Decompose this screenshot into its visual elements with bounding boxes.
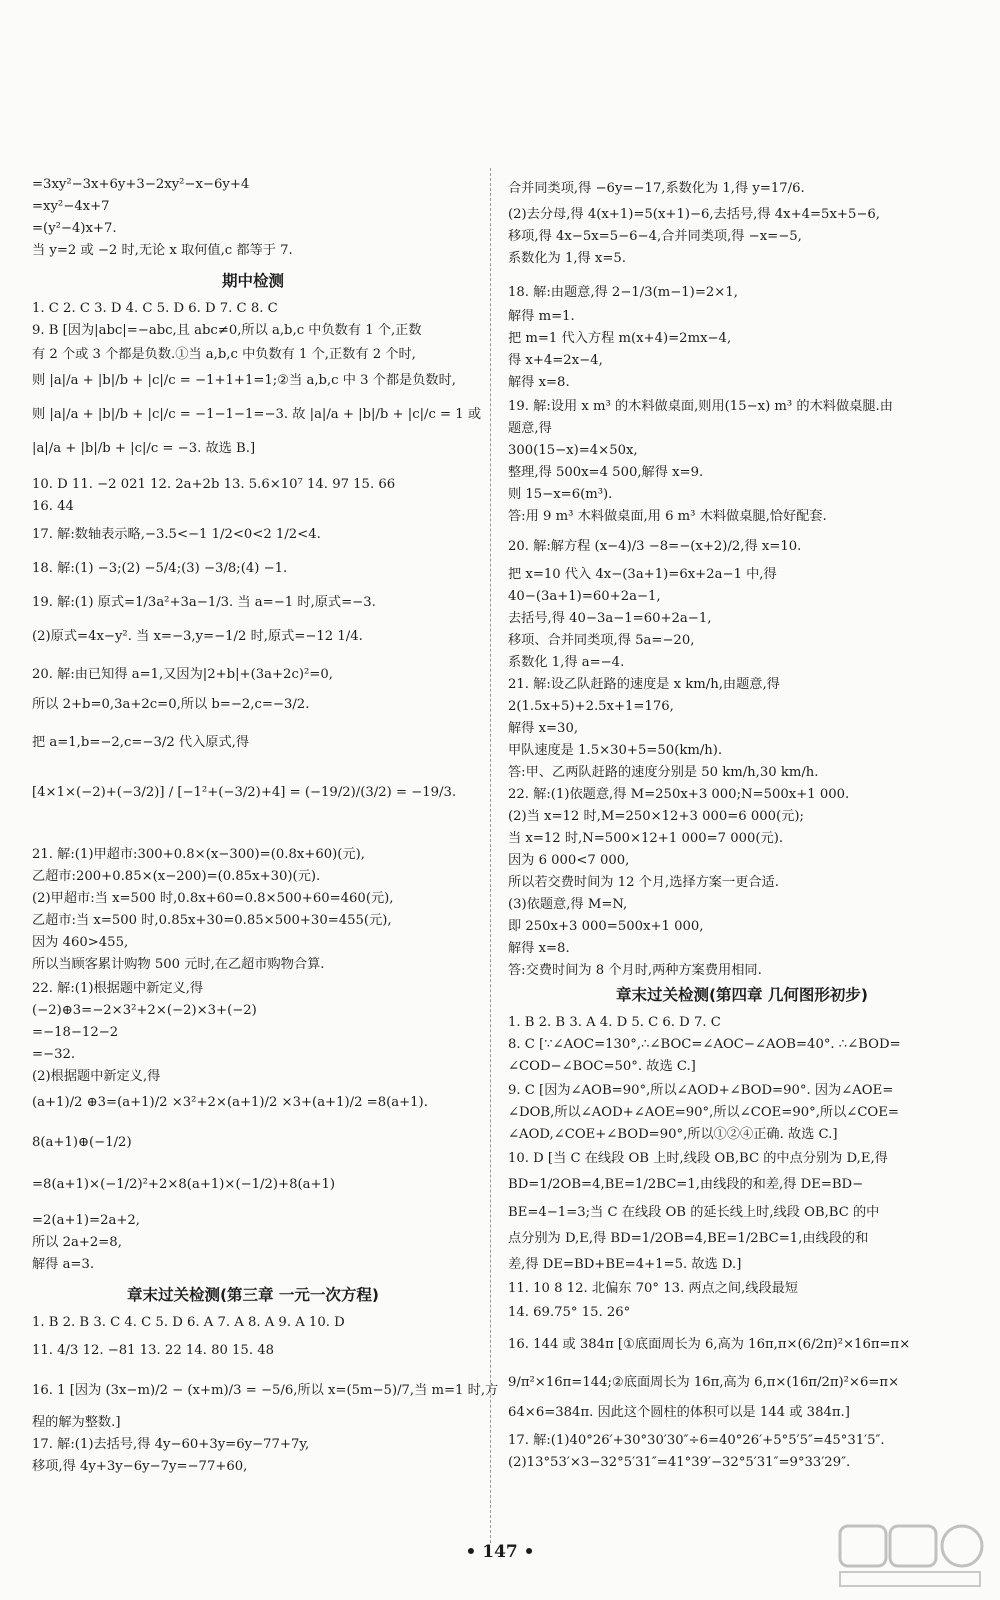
- answer-line: (3)依题意,得 M=N,: [508, 897, 628, 912]
- answer-line: 8(a+1)⊕(−1/2): [32, 1135, 132, 1150]
- answer-line: 18. 解:(1) −3;(2) −5/4;(3) −3/8;(4) −1.: [32, 561, 288, 576]
- answer-line: BD=1/2OB=4,BE=1/2BC=1,由线段的和差,得 DE=BD−: [508, 1177, 864, 1192]
- answer-line: 则 15−x=6(m³).: [508, 487, 613, 502]
- answer-line: (2)当 x=12 时,M=250×12+3 000=6 000(元);: [508, 809, 804, 824]
- section-title: 章末过关检测(第四章 几何图形初步): [615, 986, 869, 1004]
- answer-line: 有 2 个或 3 个都是负数.①当 a,b,c 中负数有 1 个,正数有 2 个时,: [32, 347, 416, 362]
- answer-line: 9/π²×16π=144;②底面周长为 16π,高为 6,π×(16π/2π)²×6=π×: [508, 1375, 900, 1390]
- answer-line: 因为 6 000<7 000,: [508, 853, 630, 868]
- answer-line: =xy²−4x+7: [32, 199, 110, 214]
- answer-line: 则 |a|/a + |b|/b + |c|/c = −1−1−1=−3. 故 |a|/a + |b|/b + |c|/c = 1 或: [32, 407, 482, 422]
- answer-line: ∠DOB,所以∠AOD+∠AOE=90°,所以∠COE=90°,所以∠COE=: [508, 1105, 899, 1120]
- answer-line: 22. 解:(1)根据题中新定义,得: [32, 981, 204, 996]
- answer-line: 程的解为整数.]: [32, 1415, 121, 1430]
- answer-line: 21. 解:设乙队赶路的速度是 x km/h,由题意,得: [508, 677, 780, 692]
- answer-line: 21. 解:(1)甲超市:300+0.8×(x−300)=(0.8x+60)(元),: [32, 847, 365, 862]
- answer-line: 当 y=2 或 −2 时,无论 x 取何值,c 都等于 7.: [32, 243, 293, 258]
- answer-line: (2)13°53′×3−32°5′31″=41°39′−32°5′31″=9°33′29″.: [508, 1455, 851, 1470]
- answer-line: (2)去分母,得 4(x+1)=5(x+1)−6,去括号,得 4x+4=5x+5−6,: [508, 207, 880, 222]
- answer-line: 300(15−x)=4×50x,: [508, 443, 638, 458]
- answer-line: 1. B 2. B 3. A 4. D 5. C 6. D 7. C: [508, 1015, 721, 1030]
- answer-line: (2)根据题中新定义,得: [32, 1069, 161, 1084]
- answer-line: 所以若交费时间为 12 个月,选择方案一更合适.: [508, 875, 779, 890]
- answer-line: =(y²−4)x+7.: [32, 221, 117, 236]
- answer-line: 19. 解:设用 x m³ 的木料做桌面,则用(15−x) m³ 的木料做桌腿.由: [508, 399, 893, 414]
- answer-line: ∠AOD,∠COE+∠BOD=90°,所以①②④正确. 故选 C.]: [508, 1127, 838, 1142]
- answer-line: 系数化为 1,得 x=5.: [508, 251, 626, 266]
- answer-line: 则 |a|/a + |b|/b + |c|/c = −1+1+1=1;②当 a,b,c 中 3 个都是负数时,: [32, 373, 456, 388]
- answer-line: 解得 x=30,: [508, 721, 579, 736]
- answer-line: =2(a+1)=2a+2,: [32, 1213, 140, 1228]
- answer-line: 17. 解:(1)40°26′+30°30′30″÷6=40°26′+5°5′5″=45°31′5″.: [508, 1433, 885, 1448]
- answer-line: 11. 4/3 12. −81 13. 22 14. 80 15. 48: [32, 1343, 274, 1358]
- section-title: 章末过关检测(第三章 一元一次方程): [126, 1286, 380, 1304]
- answer-line: 17. 解:数轴表示略,−3.5<−1 1/2<0<2 1/2<4.: [32, 527, 321, 542]
- answer-line: 系数化 1,得 a=−4.: [508, 655, 625, 670]
- answer-line: 得 x+4=2x−4,: [508, 353, 603, 368]
- answer-line: =−18−12−2: [32, 1025, 119, 1040]
- answer-line: 所以 2+b=0,3a+2c=0,所以 b=−2,c=−3/2.: [32, 697, 310, 712]
- answer-line: 当 x=12 时,N=500×12+1 000=7 000(元).: [508, 831, 784, 846]
- answer-line: 合并同类项,得 −6y=−17,系数化为 1,得 y=17/6.: [508, 181, 805, 196]
- answer-line: 把 a=1,b=−2,c=−3/2 代入原式,得: [32, 735, 250, 750]
- answer-line: =3xy²−3x+6y+3−2xy²−x−6y+4: [32, 177, 250, 192]
- answer-line: (−2)⊕3=−2×3²+2×(−2)×3+(−2): [32, 1003, 257, 1018]
- answer-line: 解得 x=8.: [508, 375, 570, 390]
- answer-line: 9. C [因为∠AOB=90°,所以∠AOD+∠BOD=90°. 因为∠AOE=: [508, 1083, 894, 1098]
- watermark-logo: [836, 1520, 986, 1590]
- answer-line: |a|/a + |b|/b + |c|/c = −3. 故选 B.]: [32, 441, 256, 456]
- answer-line: 2(1.5x+5)+2.5x+1=176,: [508, 699, 674, 714]
- answer-line: 答:甲、乙两队赶路的速度分别是 50 km/h,30 km/h.: [508, 765, 819, 780]
- answer-line: 去括号,得 40−3a−1=60+2a−1,: [508, 611, 712, 626]
- answer-line: 17. 解:(1)去括号,得 4y−60+3y=6y−77+7y,: [32, 1437, 310, 1452]
- answer-line: 把 m=1 代入方程 m(x+4)=2mx−4,: [508, 331, 732, 346]
- answer-line: ∠COD−∠BOC=50°. 故选 C.]: [508, 1059, 696, 1074]
- answer-line: 40−(3a+1)=60+2a−1,: [508, 589, 661, 604]
- answer-line: 11. 10 8 12. 北偏东 70° 13. 两点之间,线段最短: [508, 1281, 799, 1296]
- answer-line: 乙超市:当 x=500 时,0.85x+30=0.85×500+30=455(元),: [32, 913, 392, 928]
- answer-line: 20. 解:解方程 (x−4)/3 −8=−(x+2)/2,得 x=10.: [508, 539, 802, 554]
- answer-line: =−32.: [32, 1047, 76, 1062]
- answer-line: 8. C [∵∠AOC=130°,∴∠BOC=∠AOC−∠AOB=40°. ∴∠BOD=: [508, 1037, 901, 1052]
- answer-line: 解得 a=3.: [32, 1257, 95, 1272]
- answer-line: 所以当顾客累计购物 500 元时,在乙超市购物合算.: [32, 957, 325, 972]
- answer-line: 把 x=10 代入 4x−(3a+1)=6x+2a−1 中,得: [508, 567, 777, 582]
- column-divider: [490, 168, 491, 1543]
- answer-line: 20. 解:由已知得 a=1,又因为|2+b|+(3a+2c)²=0,: [32, 667, 333, 682]
- answer-line: 答:交费时间为 8 个月时,两种方案费用相同.: [508, 963, 762, 978]
- answer-line: 移项、合并同类项,得 5a=−20,: [508, 633, 695, 648]
- answer-line: =8(a+1)×(−1/2)²+2×8(a+1)×(−1/2)+8(a+1): [32, 1177, 336, 1192]
- answer-line: 题意,得: [508, 421, 552, 436]
- answer-line: [4×1×(−2)+(−3/2)] / [−1²+(−3/2)+4] = (−19/2)/(3/2) = −19/3.: [32, 785, 457, 800]
- answer-line: 14. 69.75° 15. 26°: [508, 1305, 631, 1320]
- answer-line: 移项,得 4x−5x=5−6−4,合并同类项,得 −x=−5,: [508, 229, 802, 244]
- answer-line: 16. 44: [32, 499, 74, 514]
- section-title: 期中检测: [221, 272, 284, 290]
- answer-line: 解得 m=1.: [508, 309, 575, 324]
- answer-line: 1. B 2. B 3. C 4. C 5. D 6. A 7. A 8. A 9. A 10. D: [32, 1315, 345, 1330]
- answer-line: (2)原式=4x−y². 当 x=−3,y=−1/2 时,原式=−12 1/4.: [32, 629, 363, 644]
- answer-line: 19. 解:(1) 原式=1/3a²+3a−1/3. 当 a=−1 时,原式=−3.: [32, 595, 376, 610]
- answer-line: 即 250x+3 000=500x+1 000,: [508, 919, 704, 934]
- answer-line: 16. 1 [因为 (3x−m)/2 − (x+m)/3 = −5/6,所以 x=(5m−5)/7,当 m=1 时,方: [32, 1383, 499, 1398]
- answer-line: 答:用 9 m³ 木料做桌面,用 6 m³ 木料做桌腿,恰好配套.: [508, 509, 827, 524]
- answer-line: 10. D 11. −2 021 12. 2a+2b 13. 5.6×10⁷ 14. 97 15. 66: [32, 477, 396, 492]
- answer-line: 整理,得 500x=4 500,解得 x=9.: [508, 465, 704, 480]
- page-number: • 147 •: [465, 1542, 535, 1562]
- answer-line: 解得 x=8.: [508, 941, 570, 956]
- answer-line: 因为 460>455,: [32, 935, 129, 950]
- answer-line: (2)甲超市:当 x=500 时,0.8x+60=0.8×500+60=460(元),: [32, 891, 394, 906]
- answer-line: BE=4−1=3;当 C 在线段 OB 的延长线上时,线段 OB,BC 的中: [508, 1205, 880, 1220]
- answer-line: 所以 2a+2=8,: [32, 1235, 122, 1250]
- answer-line: 移项,得 4y+3y−6y−7y=−77+60,: [32, 1459, 248, 1474]
- answer-line: 18. 解:由题意,得 2−1/3(m−1)=2×1,: [508, 285, 738, 300]
- answer-line: 甲队速度是 1.5×30+5=50(km/h).: [508, 743, 723, 758]
- answer-line: 16. 144 或 384π [①底面周长为 6,高为 16π,π×(6/2π)²×16π=π×: [508, 1337, 911, 1352]
- answer-line: 9. B [因为|abc|=−abc,且 abc≠0,所以 a,b,c 中负数有 1 个,正数: [32, 323, 422, 338]
- answer-line: 点分别为 D,E,得 BD=1/2OB=4,BE=1/2BC=1,由线段的和: [508, 1231, 869, 1246]
- answer-line: 差,得 DE=BD+BE=4+1=5. 故选 D.]: [508, 1257, 742, 1272]
- answer-line: 64×6=384π. 因此这个圆柱的体积可以是 144 或 384π.]: [508, 1405, 850, 1420]
- answer-line: (a+1)/2 ⊕3=(a+1)/2 ×3²+2×(a+1)/2 ×3+(a+1)/2 =8(a+1).: [32, 1095, 428, 1110]
- answer-line: 乙超市:200+0.85×(x−200)=(0.85x+30)(元).: [32, 869, 321, 884]
- answer-line: 22. 解:(1)依题意,得 M=250x+3 000;N=500x+1 000.: [508, 787, 850, 802]
- answer-line: 1. C 2. C 3. D 4. C 5. D 6. D 7. C 8. C: [32, 301, 278, 316]
- answer-line: 10. D [当 C 在线段 OB 上时,线段 OB,BC 的中点分别为 D,E,得: [508, 1151, 888, 1166]
